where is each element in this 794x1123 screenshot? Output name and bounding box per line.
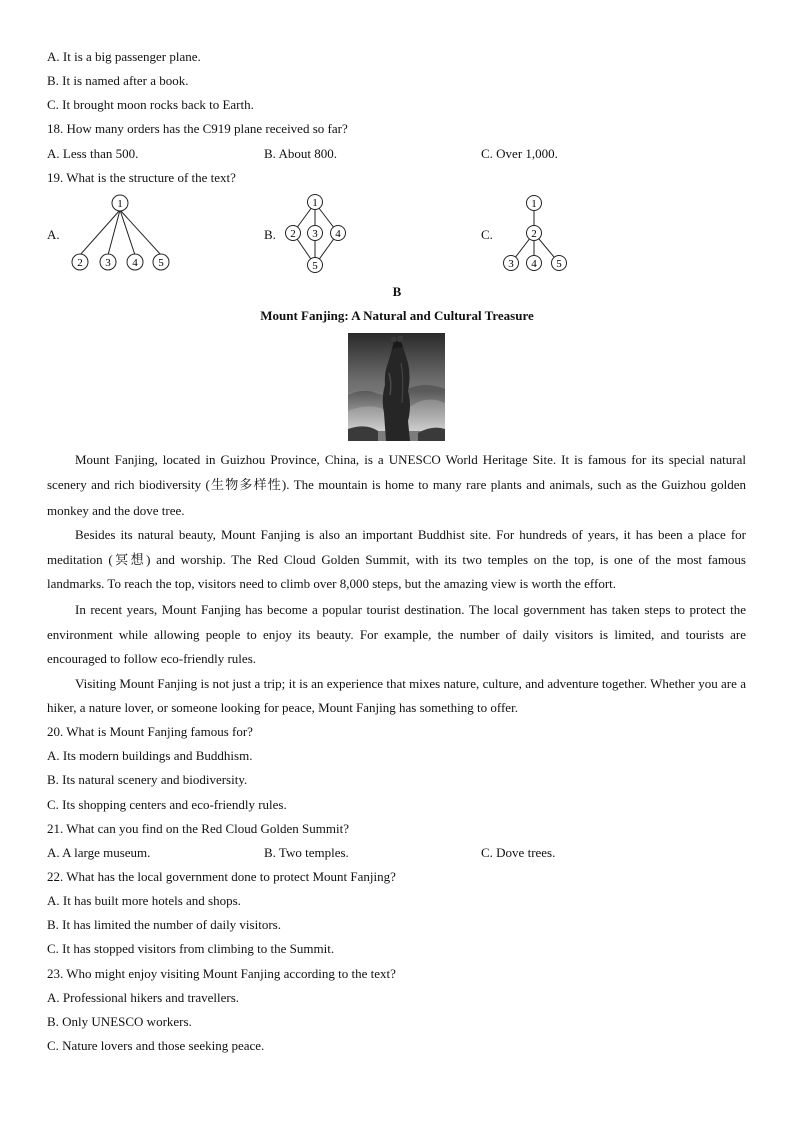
q21-option-a: A. A large museum.: [47, 845, 151, 860]
mount-fanjing-photo: [348, 333, 445, 441]
q19-question: 19. What is the structure of the text?: [47, 170, 236, 185]
paragraph-3: In recent years, Mount Fanjing has become a popular tourist destination. The local government has taken steps to protect the environment while allowing people to enjoy its beauty. For example, the number of daily visitors is limited, and tourists are encouraged to follow eco-friendly rules.: [47, 602, 746, 666]
q22-option-c: C. It has stopped visitors from climbing to the Summit.: [47, 941, 335, 956]
q20-option-b: B. Its natural scenery and biodiversity.: [47, 772, 248, 787]
q20-question: 20. What is Mount Fanjing famous for?: [47, 724, 253, 739]
q18-question: 18. How many orders has the C919 plane received so far?: [47, 121, 348, 136]
q17-option-a: A. It is a big passenger plane.: [47, 49, 201, 64]
structure-diagram-b: [280, 193, 352, 275]
diagram-c-node-3: 3: [508, 258, 514, 270]
paragraph-1: Mount Fanjing, located in Guizhou Province, China, is a UNESCO World Heritage Site. It is famous for its special natural scenery and rich biodiversity (生物多样性). The mountain is home to many rare plants and animals, such as the Guizhou golden monkey and the dove tree.: [47, 452, 746, 518]
q20-option-a: A. Its modern buildings and Buddhism.: [47, 748, 253, 763]
q21-option-c: C. Dove trees.: [481, 845, 556, 860]
diagram-c-node-2: 2: [531, 228, 537, 240]
structure-diagram-c: [498, 193, 572, 275]
diagram-b-node-3: 3: [312, 228, 318, 240]
q23-option-a: A. Professional hikers and travellers.: [47, 990, 240, 1005]
q18-option-c: C. Over 1,000.: [481, 146, 558, 161]
diagram-a-node-4: 4: [132, 257, 138, 269]
q20-option-c: C. Its shopping centers and eco-friendly rules.: [47, 797, 287, 812]
diagram-b-node-5: 5: [312, 260, 318, 272]
q21-question: 21. What can you find on the Red Cloud Golden Summit?: [47, 821, 349, 836]
diagram-a-node-3: 3: [105, 257, 111, 269]
diagram-c-node-1: 1: [531, 198, 537, 210]
q23-option-b: B. Only UNESCO workers.: [47, 1014, 192, 1029]
q22-option-a: A. It has built more hotels and shops.: [47, 893, 241, 908]
q18-option-a: A. Less than 500.: [47, 146, 139, 161]
q17-option-c: C. It brought moon rocks back to Earth.: [47, 97, 254, 112]
q23-option-c: C. Nature lovers and those seeking peace.: [47, 1038, 265, 1053]
diagram-a-node-5: 5: [158, 257, 164, 269]
q23-question: 23. Who might enjoy visiting Mount Fanjing according to the text?: [47, 966, 396, 981]
diagram-a-node-1: 1: [117, 198, 123, 210]
structure-diagram-a: [66, 193, 176, 275]
diagram-b-node-4: 4: [335, 228, 341, 240]
paragraph-4: Visiting Mount Fanjing is not just a trip; it is an experience that mixes nature, culture, and adventure together. Whether you are a hiker, a nature lover, or someone looking for peace, Mount Fanjing has something to offer.: [47, 676, 746, 715]
paragraph-2: Besides its natural beauty, Mount Fanjing is also an important Buddhist site. For hundreds of years, it has been a place for meditation (冥想) and worship. The Red Cloud Golden Summit, with its two temples on the top, is one of the most famous landmarks. To reach the top, visitors need to climb over 8,000 steps, but the amazing view is worth the effort.: [47, 527, 746, 591]
diagram-b-node-2: 2: [290, 228, 296, 240]
q19-option-a-label: A.: [47, 227, 60, 242]
q17-option-b: B. It is named after a book.: [47, 73, 189, 88]
passage-title: Mount Fanjing: A Natural and Cultural Treasure: [260, 308, 534, 323]
diagram-c-node-4: 4: [531, 258, 537, 270]
section-label: B: [392, 284, 402, 299]
q21-option-b: B. Two temples.: [264, 845, 349, 860]
diagram-b-node-1: 1: [312, 197, 318, 209]
q22-question: 22. What has the local government done to protect Mount Fanjing?: [47, 869, 396, 884]
diagram-a-node-2: 2: [77, 257, 83, 269]
q18-option-b: B. About 800.: [264, 146, 337, 161]
q19-option-b-label: B.: [264, 227, 276, 242]
diagram-c-node-5: 5: [556, 258, 562, 270]
q19-option-c-label: C.: [481, 227, 493, 242]
q22-option-b: B. It has limited the number of daily visitors.: [47, 917, 281, 932]
